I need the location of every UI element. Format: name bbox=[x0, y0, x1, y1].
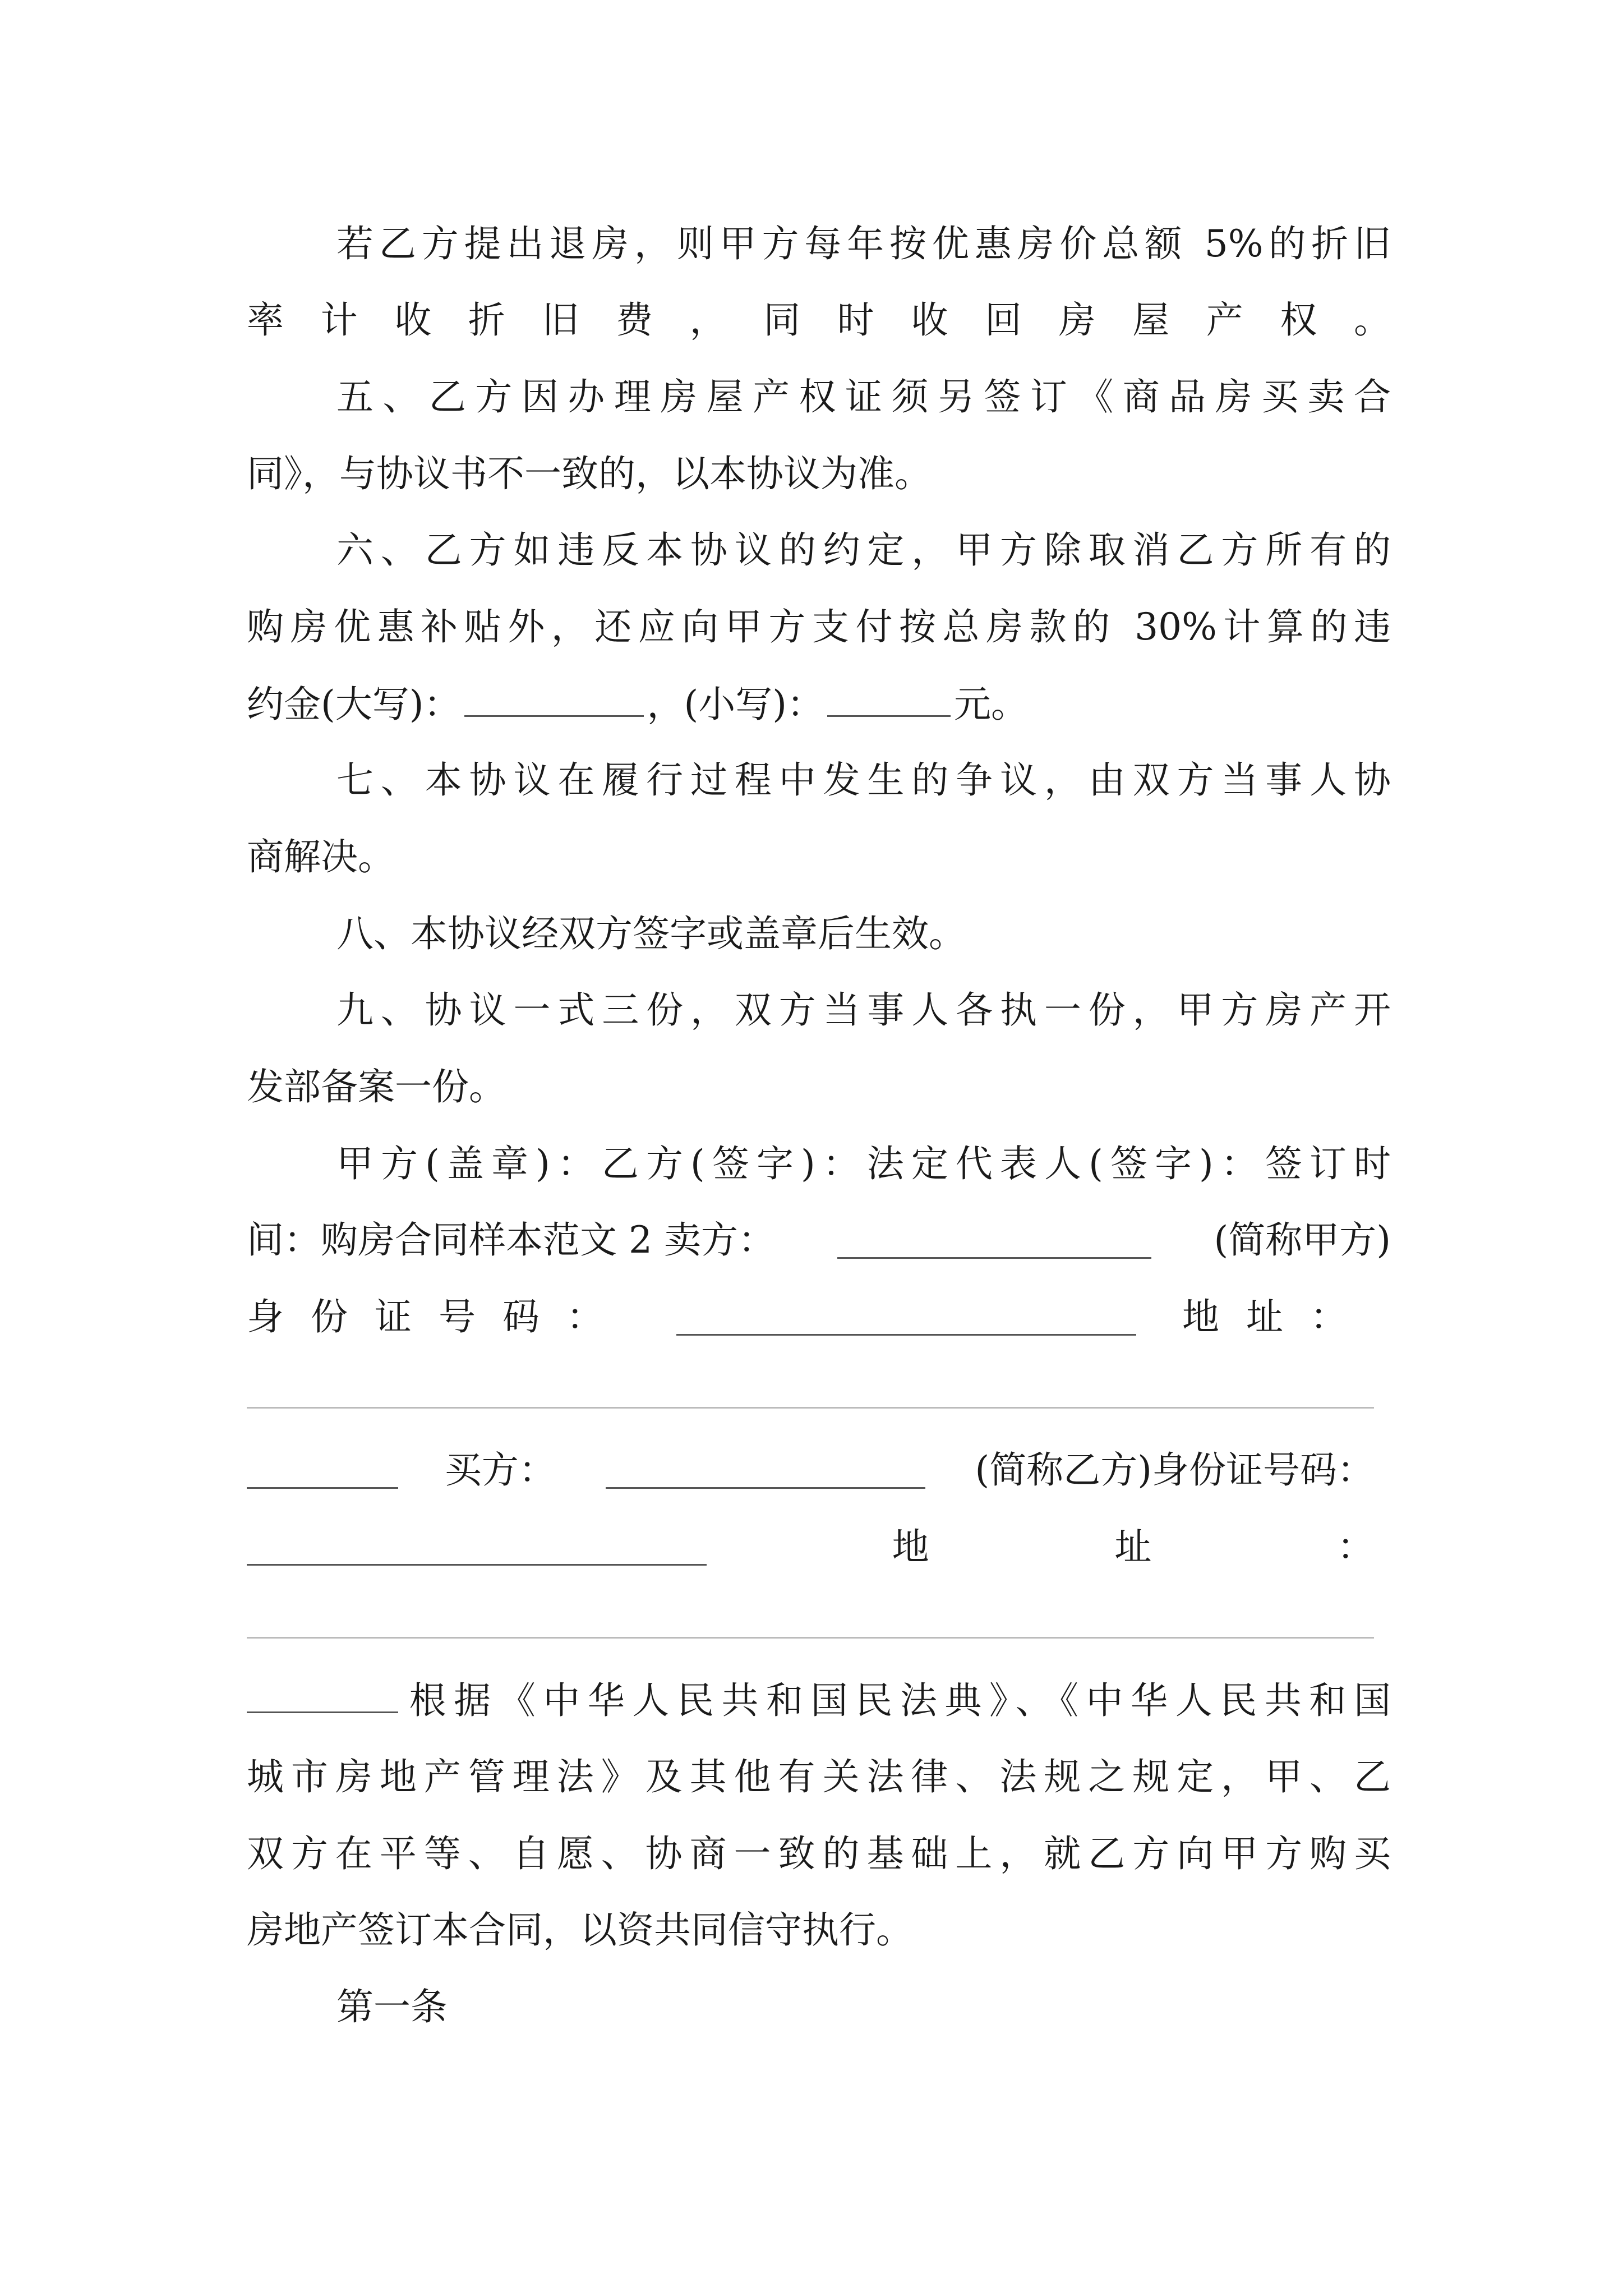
seller-address-label: 地址： bbox=[1182, 1295, 1374, 1338]
clause-seven-line: 七、本协议在履行过程中发生的争议，由双方当事人协 bbox=[336, 758, 1391, 802]
paragraph-line: 率计收折旧费，同时收回房屋产权。 bbox=[247, 298, 1391, 342]
buyer-address-continuation-blank[interactable] bbox=[247, 1682, 398, 1713]
buyer-name-blank[interactable] bbox=[606, 1457, 925, 1489]
clause-six-line: 购房优惠补贴外，还应向甲方支付按总房款的 30%计算的违 bbox=[247, 605, 1391, 648]
seller-address-continuation-blank[interactable] bbox=[247, 1457, 398, 1489]
seller-address-blank[interactable] bbox=[247, 1407, 1374, 1409]
label-capital-amount: 约金(大写)： bbox=[247, 682, 461, 726]
basis-line: 房地产签订本合同，以资共同信守执行。 bbox=[247, 1908, 913, 1952]
buyer-label: 买方： bbox=[444, 1448, 556, 1492]
clause-nine-line: 发部备案一份。 bbox=[247, 1065, 506, 1108]
clause-seven-line: 商解决。 bbox=[247, 835, 395, 878]
buyer-id-blank[interactable] bbox=[247, 1534, 707, 1566]
buyer-address-label-2: 址 bbox=[1114, 1525, 1152, 1568]
label-yuan: 元。 bbox=[954, 682, 1028, 726]
numeric-amount-blank[interactable] bbox=[827, 685, 951, 717]
basis-text: 根据《中华人民共和国民法典》、《中华人民共和国 bbox=[402, 1678, 1391, 1722]
seller-name-blank[interactable] bbox=[837, 1227, 1151, 1259]
buyer-id-line bbox=[247, 1525, 1374, 1568]
clause-five-line: 同》，与协议书不一致的，以本协议为准。 bbox=[247, 452, 932, 495]
buyer-line bbox=[247, 1448, 1374, 1492]
seller-abbrev: (简称甲方) bbox=[1214, 1218, 1391, 1262]
seller-id-label: 身份证号码： bbox=[247, 1295, 630, 1338]
buyer-address-label-3: ： bbox=[1336, 1525, 1374, 1568]
label-numeric-amount: ，(小写)： bbox=[647, 682, 824, 726]
basis-line bbox=[247, 1678, 1391, 1722]
clause-five-line: 五、乙方因办理房屋产权证须另签订《商品房买卖合 bbox=[336, 375, 1391, 418]
seller-id-line bbox=[247, 1295, 1374, 1338]
signature-line: 甲方(盖章)：乙方(签字)：法定代表人(签字)：签订时 bbox=[336, 1142, 1391, 1185]
basis-line: 城市房地产管理法》及其他有关法律、法规之规定，甲、乙 bbox=[247, 1755, 1391, 1798]
clause-six-penalty-line bbox=[247, 682, 1391, 726]
clause-eight-line: 八、本协议经双方签字或盖章后生效。 bbox=[336, 912, 966, 955]
buyer-address-label-1: 地 bbox=[892, 1525, 929, 1568]
buyer-abbrev-id-label: (简称乙方)身份证号码： bbox=[975, 1448, 1374, 1492]
clause-nine-line: 九、协议一式三份，双方当事人各执一份，甲方房产开 bbox=[336, 988, 1391, 1032]
capital-amount-blank[interactable] bbox=[464, 685, 644, 717]
seller-id-blank[interactable] bbox=[676, 1304, 1136, 1336]
article-one-heading: 第一条 bbox=[336, 1985, 448, 2028]
buyer-address-blank[interactable] bbox=[247, 1637, 1374, 1639]
seller-line bbox=[247, 1218, 1391, 1262]
seller-label: 间：购房合同样本范文 2 卖方： bbox=[247, 1218, 775, 1262]
paragraph-line: 若乙方提出退房，则甲方每年按优惠房价总额 5%的折旧 bbox=[336, 222, 1391, 265]
basis-line: 双方在平等、自愿、协商一致的基础上，就乙方向甲方购买 bbox=[247, 1832, 1391, 1875]
clause-six-line: 六、乙方如违反本协议的约定，甲方除取消乙方所有的 bbox=[336, 528, 1391, 572]
